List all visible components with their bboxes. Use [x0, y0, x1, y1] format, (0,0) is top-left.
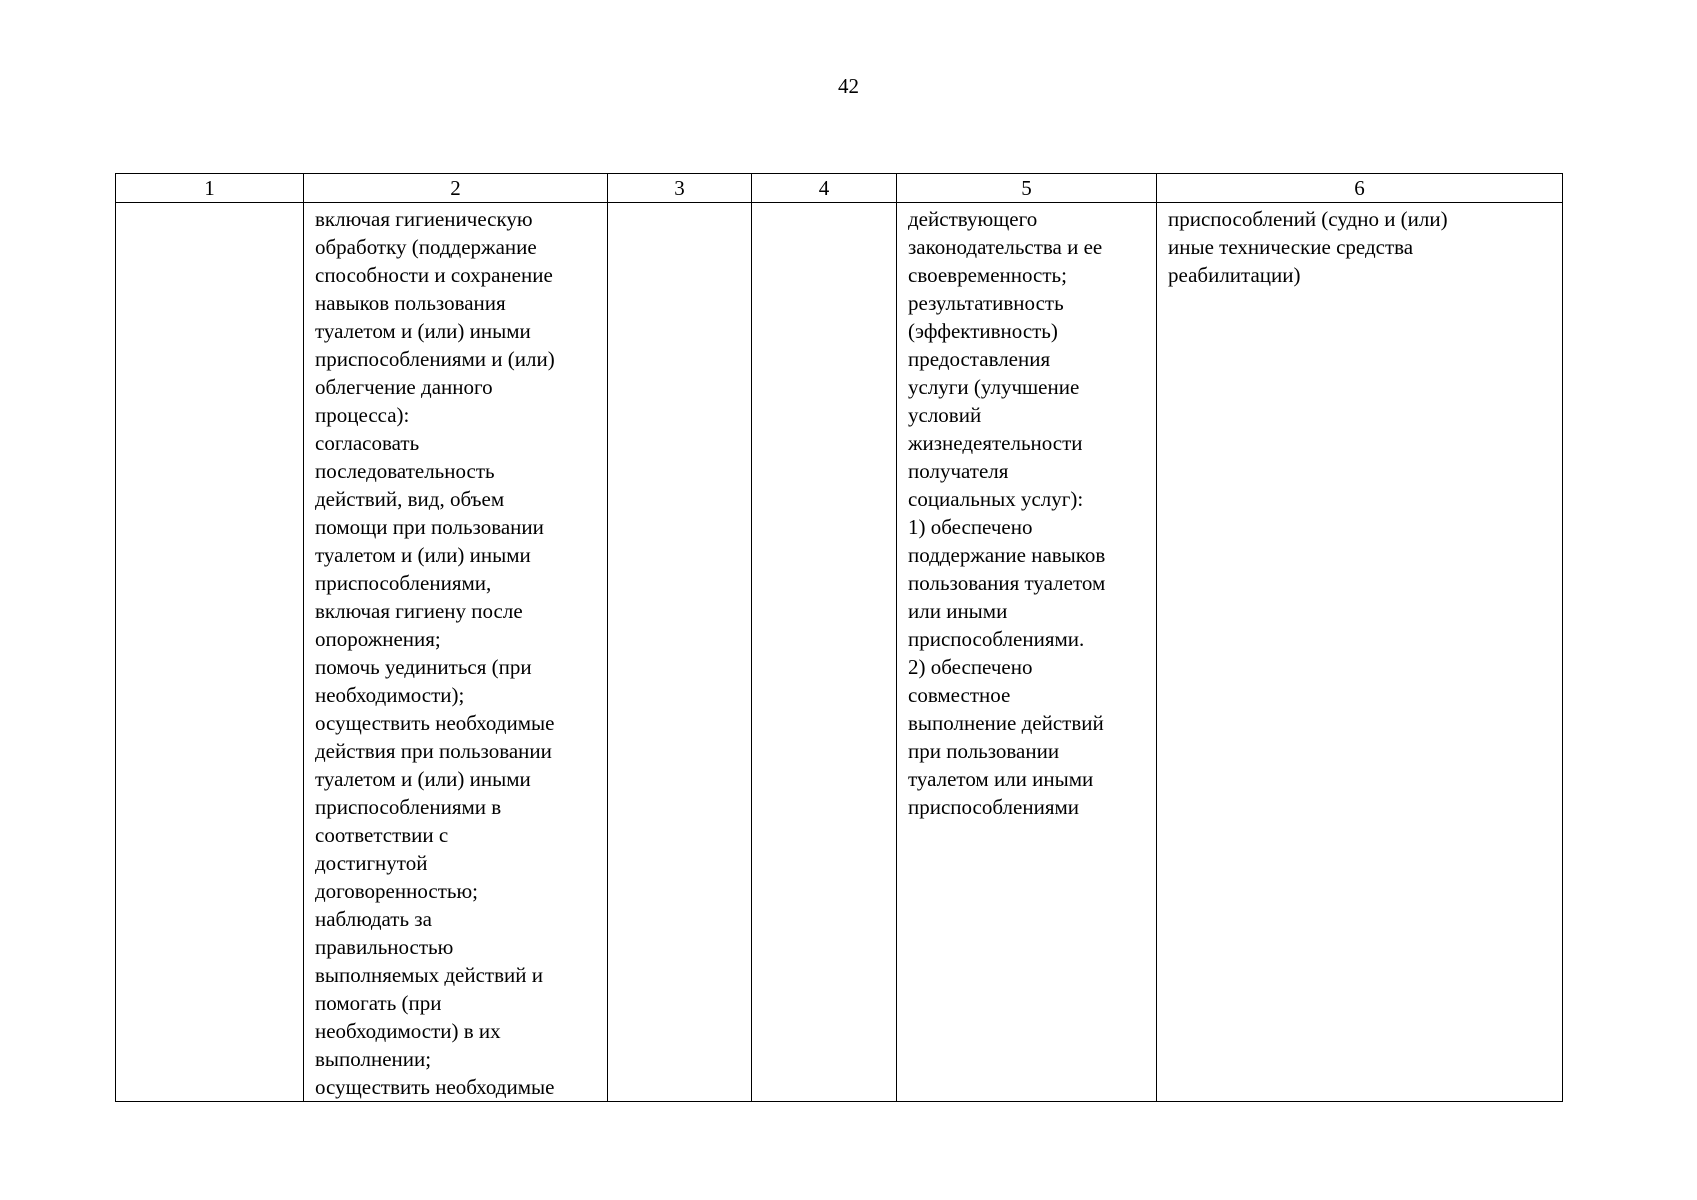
cell-text-line: действий, вид, объем	[315, 487, 505, 511]
cell-text-line: правильностью	[315, 935, 454, 959]
cell-text-line: приспособлениями	[908, 795, 1080, 819]
cell-col3	[608, 203, 752, 1102]
cell-text-line: жизнедеятельности	[908, 431, 1083, 455]
cell-text-line: опорожнения;	[315, 627, 441, 651]
table-row	[116, 203, 1563, 1102]
cell-text-line: действия при пользовании	[315, 739, 552, 763]
cell-text-line: помогать (при	[315, 991, 442, 1015]
cell-text-line: результативность	[908, 291, 1064, 315]
table-header-row	[116, 174, 1563, 203]
cell-text-line: (эффективность)	[908, 319, 1058, 343]
cell-text-line: согласовать	[315, 431, 420, 455]
cell-text-line: иные технические средства	[1168, 235, 1414, 259]
cell-text-line: необходимости);	[315, 683, 465, 707]
cell-text-line: достигнутой	[315, 851, 428, 875]
cell-text-line: помощи при пользовании	[315, 515, 544, 539]
cell-text-line: осуществить необходимые	[315, 711, 555, 735]
cell-text-line: приспособлениями в	[315, 795, 502, 819]
column-header-5: 5	[897, 174, 1157, 203]
cell-text-line: туалетом и (или) иными	[315, 767, 531, 791]
cell-text-line: навыков пользования	[315, 291, 506, 315]
cell-text-line: необходимости) в их	[315, 1019, 501, 1043]
cell-text-line: туалетом и (или) иными	[315, 319, 531, 343]
column-header-2: 2	[304, 174, 608, 203]
cell-text-line: последовательность	[315, 459, 495, 483]
cell-text-line: процесса):	[315, 403, 410, 427]
cell-text-line: договоренностью;	[315, 879, 478, 903]
cell-col4	[752, 203, 897, 1102]
cell-col1	[116, 203, 304, 1102]
cell-text-line: законодательства и ее	[908, 235, 1103, 259]
cell-col6	[1157, 203, 1563, 1102]
cell-text-line: выполнение действий	[908, 711, 1104, 735]
cell-text-line: выполнении;	[315, 1047, 432, 1071]
column-header-6: 6	[1157, 174, 1563, 203]
page-number: 42	[838, 74, 859, 98]
cell-text-line: поддержание навыков	[908, 543, 1106, 567]
cell-text-line: совместное	[908, 683, 1011, 707]
cell-text-line: социальных услуг):	[908, 487, 1084, 511]
cell-text-line: облегчение данного	[315, 375, 493, 399]
cell-text-line: выполняемых действий и	[315, 963, 543, 987]
cell-text-line: приспособлениями.	[908, 627, 1085, 651]
column-header-1: 1	[116, 174, 304, 203]
cell-text-line: включая гигиену после	[315, 599, 523, 623]
cell-text-line: или иными	[908, 599, 1008, 623]
cell-text-line: услуги (улучшение	[908, 375, 1080, 399]
cell-col2	[304, 203, 608, 1102]
cell-text-line: способности и сохранение	[315, 263, 553, 287]
column-header-4: 4	[752, 174, 897, 203]
cell-text-line: реабилитации)	[1168, 263, 1301, 287]
cell-text-line: получателя	[908, 459, 1009, 483]
cell-text-line: своевременность;	[908, 263, 1067, 287]
cell-text-line: туалетом или иными	[908, 767, 1094, 791]
cell-text-line: туалетом и (или) иными	[315, 543, 531, 567]
cell-text-line: при пользовании	[908, 739, 1060, 763]
cell-text-line: включая гигиеническую	[315, 207, 533, 231]
cell-text-line: осуществить необходимые	[315, 1075, 555, 1099]
cell-text-line: предоставления	[908, 347, 1051, 371]
cell-col5	[897, 203, 1157, 1102]
document-table	[115, 173, 1563, 1102]
cell-text-line: приспособлениями и (или)	[315, 347, 555, 371]
cell-text-line: 2) обеспечено	[908, 655, 1033, 679]
cell-text-line: помочь уединиться (при	[315, 655, 532, 679]
cell-text-line: 1) обеспечено	[908, 515, 1033, 539]
cell-text-line: условий	[908, 403, 982, 427]
cell-text-line: наблюдать за	[315, 907, 432, 931]
cell-text-line: пользования туалетом	[908, 571, 1106, 595]
cell-text-line: действующего	[908, 207, 1038, 231]
cell-text-line: соответствии с	[315, 823, 449, 847]
cell-text-line: обработку (поддержание	[315, 235, 537, 259]
column-header-3: 3	[608, 174, 752, 203]
cell-text-line: приспособлениями,	[315, 571, 492, 595]
cell-text-line: приспособлений (судно и (или)	[1168, 207, 1448, 231]
